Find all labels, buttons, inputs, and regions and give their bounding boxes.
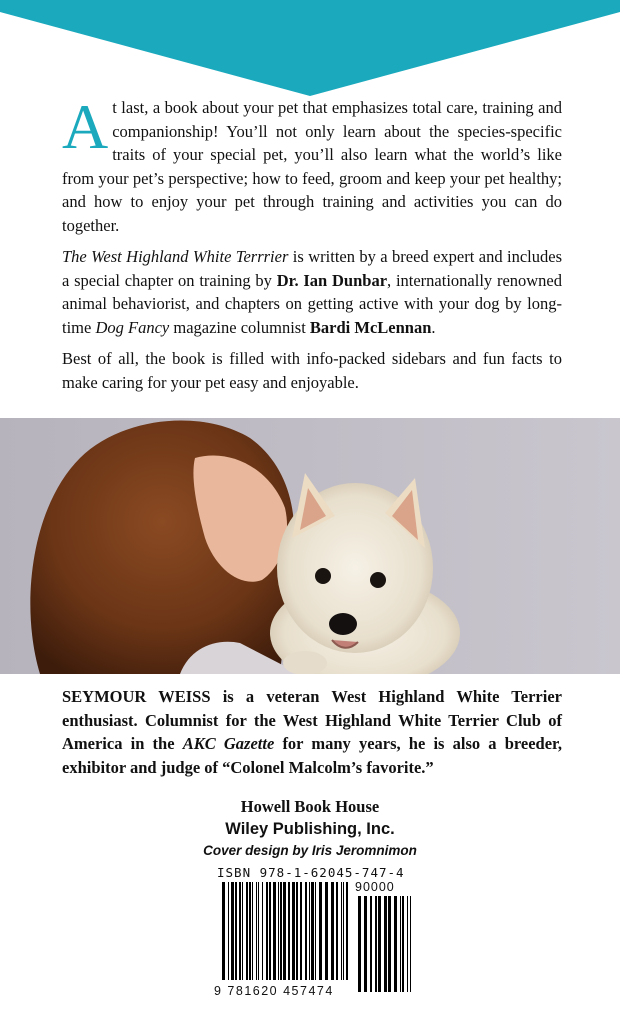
isbn-label: ISBN 978-1-62045-747-4: [217, 865, 405, 880]
barcode-bar: [269, 882, 271, 980]
barcode-bar: [288, 882, 290, 980]
barcode-bar: [309, 882, 310, 980]
barcode-bar: [319, 882, 322, 980]
barcode-bar: [375, 896, 377, 992]
barcode-bar: [273, 882, 276, 980]
barcode-bar: [388, 896, 391, 992]
intro-paragraph-1: [62, 91, 562, 237]
barcode-bar: [331, 882, 334, 980]
publisher-company: Wiley Publishing, Inc.: [225, 820, 395, 838]
intro-paragraph-2: [62, 245, 562, 339]
barcode-bar: [410, 896, 411, 992]
barcode-bar: [231, 882, 234, 980]
gazette-name: AKC Gazette: [182, 734, 275, 753]
barcode-bar: [296, 882, 298, 980]
magazine-name: Dog Fancy: [95, 317, 170, 337]
intro-paragraph-3: Best of all, the book is filled with info-packed sidebars and fun facts to make caring for your pet easy and enjoyable.: [62, 349, 562, 392]
author-bio-text-a: SEYMOUR WEISS is a veteran West Highland White Terrier enthusiast. Columnist for the West Highland White Terrier Club of America in the: [62, 687, 562, 753]
barcode-bar: [364, 896, 367, 992]
barcode-bar: [315, 882, 316, 980]
intro-paragraph-1-text: t last, a book about your pet that emphasizes total care, training and companionship! You’ll not only learn about the species-specific traits of your special pet, you’ll also learn what the world’s like from your pet’s perspective; how to feed, groom and keep your pet healthy; and how to enjoy your pet through training and activities you can do together.: [62, 98, 562, 235]
barcode-bar: [384, 896, 387, 992]
publisher-name: Howell Book House: [240, 797, 380, 816]
publisher-block: [0, 796, 620, 862]
intro-paragraph-2-text-d: .: [431, 317, 436, 337]
barcode-bar: [262, 882, 263, 980]
barcode-bar: [292, 882, 295, 980]
barcode-addon-digits: 90000: [355, 880, 395, 894]
intro-paragraph-2-text-b: , internationally renowned animal behaviorist, and chapters on getting active with your dog by long-time: [62, 270, 563, 337]
girl-with-westie-photo: [0, 418, 620, 674]
drop-cap-letter: A: [62, 91, 109, 162]
cover-design-credit: Cover design by Iris Jeromnimon: [203, 843, 417, 858]
barcode-bar: [358, 896, 361, 992]
barcode-bar: [402, 896, 404, 992]
barcode-bar: [343, 882, 344, 980]
expert-name: Dr. Ian Dunbar: [276, 270, 388, 290]
barcode-bar: [246, 882, 248, 980]
westie-nose: [329, 613, 357, 635]
barcode-bar: [336, 882, 338, 980]
book-title: The West Highland White Terrrier: [62, 247, 289, 266]
barcode-bar: [341, 882, 342, 980]
barcode-bar: [222, 882, 225, 980]
barcode: [210, 880, 420, 1000]
barcode-bar: [242, 882, 243, 980]
intro-text-block: [62, 91, 563, 402]
barcode-main-digits: 9 781620 457474: [214, 984, 334, 998]
barcode-bar: [252, 882, 253, 980]
barcode-bar: [278, 882, 279, 980]
addon-barcode-bars: [358, 896, 411, 992]
westie-right-eye: [370, 572, 386, 588]
author-bio-text-b: for many years, he is also a breeder, exhibitor and judge of “Colonel Malcolm’s favorite.”: [62, 734, 562, 777]
barcode-bar: [394, 896, 397, 992]
barcode-bar: [378, 896, 381, 992]
intro-paragraph-2-text-a: is written by a breed expert and includes a special chapter on training by: [62, 247, 562, 290]
barcode-bar: [228, 882, 229, 980]
barcode-bar: [370, 896, 372, 992]
barcode-bar: [346, 882, 348, 980]
author-bio: [62, 685, 562, 779]
columnist-name: Bardi McLennan: [309, 317, 432, 337]
barcode-bar: [235, 882, 237, 980]
barcode-bar: [407, 896, 408, 992]
banner-chevron-shape: [0, 0, 620, 96]
barcode-bar: [311, 882, 314, 980]
barcode-bar: [280, 882, 282, 980]
top-teal-banner: [0, 0, 620, 100]
barcode-bar: [239, 882, 241, 980]
westie-left-eye: [315, 568, 331, 584]
barcode-bar: [256, 882, 257, 980]
barcode-bar: [258, 882, 259, 980]
barcode-bar: [305, 882, 307, 980]
intro-paragraph-2-text-c: magazine columnist: [169, 317, 310, 337]
barcode-bar: [300, 882, 302, 980]
westie-paw: [283, 651, 327, 674]
barcode-bar: [283, 882, 286, 980]
barcode-bar: [400, 896, 401, 992]
barcode-bar: [325, 882, 328, 980]
barcode-bar: [249, 882, 251, 980]
barcode-bar: [266, 882, 268, 980]
